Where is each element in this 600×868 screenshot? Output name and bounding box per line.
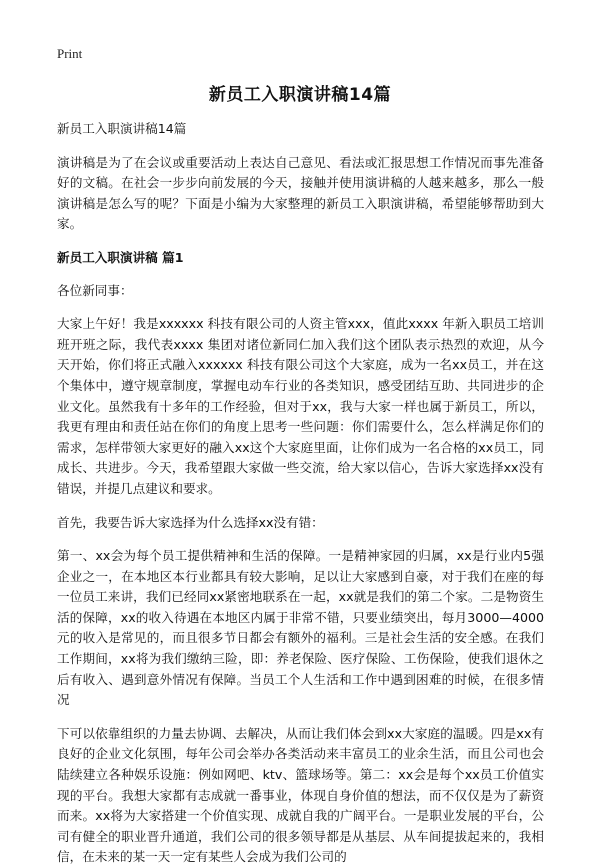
intro-paragraph: 演讲稿是为了在会议或重要活动上表达自己意见、看法或汇报思想工作情况而事先准备好的文稿。在社会一步步向前发展的今天，接触并使用演讲稿的人越来越多，那么一般演讲稿是怎么写的呢？下面是小编为大家整理的新员工入职演讲稿，希望能够帮助到大家。 <box>57 154 544 232</box>
salutation: 各位新同事： <box>57 282 133 298</box>
body-paragraph: 第一、xx会为每个员工提供精神和生活的保障。一是精神家园的归属，xx是行业内5强企业之一，在本地区本行业都具有较大影响，足以让大家感到自豪，对于我们在座的每一位员工来讲，我们已经同xx紧密地联系在一起，xx就是我们的第二个家。二是物资生活的保障，xx的收入待遇在本地区内属于非常不错，只要业绩突出，每月3000—4000元的收入是常见的，而且很多节日都会有额外的福利。三是社会生活的安全感。在我们工作期间，xx将为我们缴纳三险，即：养老保险、医疗保险、工伤保险，使我们退休之后有收入、遇到意外情况有保障。当员工个人生活和工作中遇到困难的时候，在很多情况 <box>57 548 544 708</box>
body-paragraph: 大家上午好！我是xxxxxx 科技有限公司的人资主管xxx，值此xxxx 年新入职员工培训班开班之际，我代表xxxx 集团对诸位新同仁加入我们这个团队表示热烈的欢迎，从今天开始，你们将正式融入xxxxxx 科技有限公司这个大家庭，成为一名xx员工，并在这个集体中，遵守规章制度，掌握电动车行业的各类知识，感受团结互助、共同进步的企业文化。虽然我有十多年的工作经验，但对于xx，我与大家一样也属于新员工，所以，我更有理由和责任站在你们的角度上思考一些问题：你们需要什么，怎么样满足你们的需求，怎样带领大家更好的融入xx这个大家庭里面，让你们成为一名合格的xx员工，同成长、共进步。今天，我希望跟大家做一些交流，给大家以信心，告诉大家选择xx没有错误，并提几点建议和要求。 <box>57 316 544 496</box>
body-paragraph: 下可以依靠组织的力量去协调、去解决，从而让我们体会到xx大家庭的温暖。四是xx有良好的企业文化氛围，每年公司会举办各类活动来丰富员工的业余生活，而且公司也会陆续建立各种娱乐设施：例如网吧、ktv、篮球场等。第二：xx会是每个xx员工价值实现的平台。我想大家都有志成就一番事业，体现自身价值的想法，而不仅仅是为了薪资而来。xx将为大家搭建一个价值实现、成就自我的广阔平台。一是职业发展的平台，公司有健全的职业晋升通道，我们公司的很多领导都是从基层、从车间提拔起来的，我相信，在未来的某一天一定有某些人会成为我们公司的 <box>57 725 544 865</box>
page-title: 新员工入职演讲稿14篇 <box>208 85 392 105</box>
document-body <box>57 119 544 868</box>
document-subtitle: 新员工入职演讲稿14篇 <box>57 121 187 136</box>
body-paragraph: 首先，我要告诉大家选择为什么选择xx没有错： <box>57 514 324 530</box>
print-label[interactable]: Print <box>57 46 83 61</box>
section-heading: 新员工入职演讲稿 篇1 <box>57 249 184 265</box>
